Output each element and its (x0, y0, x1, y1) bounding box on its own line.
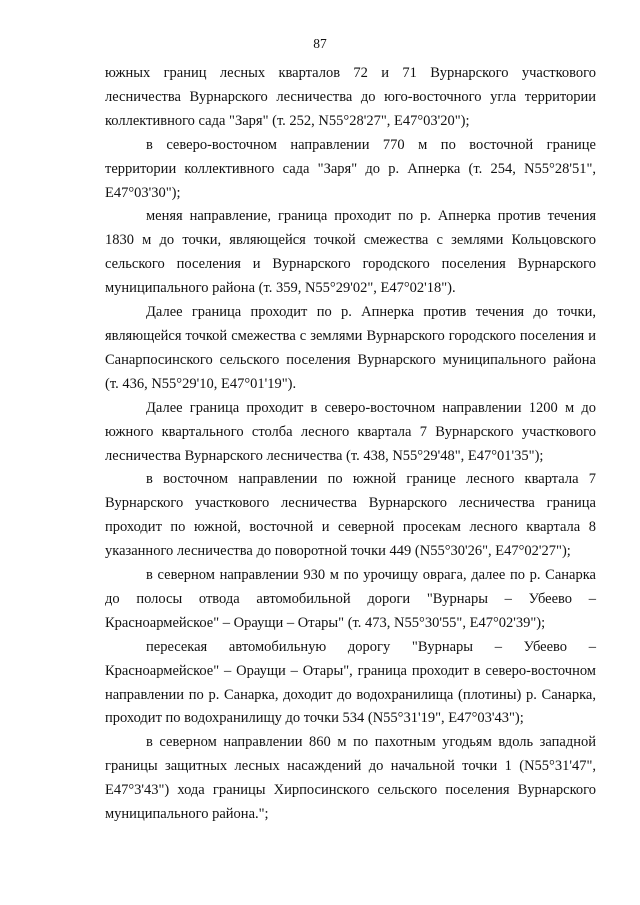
paragraph-2: в северо-восточном направлении 770 м по восточной границе территории коллективного сада "Заря" до р. Апнерка (т. 254, N55°28'51", E47°03'30"); (105, 136, 596, 201)
paragraph-8: пересекая автомобильную дорогу "Вурнары – Убеево – Красноармейское" – Ораущи – Отары", граница проходит в северо-восточном направлении по р. Санарка, доходит до водохранилища (плотины) р. Санарка, проходит по водохранилищу до точки 534 (N55°31'19", E47°03'43"); (105, 638, 596, 727)
paragraph-6: в восточном направлении по южной границе лесного квартала 7 Вурнарского участкового лесничества Вурнарского лесничества граница проходит по южной, восточной и северной просекам лесного квартала 8 указанного лесничества до поворотной точки 449 (N55°30'26", E47°02'27"); (105, 471, 596, 560)
page-number: 87 (313, 36, 327, 51)
document-body (105, 62, 596, 827)
paragraph-7: в северном направлении 930 м по урочищу оврага, далее по р. Санарка до полосы отвода автомобильной дороги "Вурнары – Убеево – Красноармейское" – Ораущи – Отары" (т. 473, N55°30'55", E47°02'39"); (105, 567, 596, 631)
paragraph-5: Далее граница проходит в северо-восточном направлении 1200 м до южного квартального столба лесного квартала 7 Вурнарского участкового лесничества Вурнарского лесничества (т. 438, N55°29'48", E47°01'35"); (105, 399, 596, 464)
paragraph-1: южных границ лесных кварталов 72 и 71 Вурнарского участкового лесничества Вурнарского лесничества до юго-восточного угла территории коллективного сада "Заря" (т. 252, N55°28'27", E47°03'20"); (105, 65, 596, 129)
paragraph-4: Далее граница проходит по р. Апнерка против течения до точки, являющейся точкой смежества с землями Вурнарского городского поселения и Санарпосинского сельского поселения Вурнарского муниципального района (т. 436, N55°29'10, E47°01'19"). (105, 304, 596, 392)
paragraph-3: меняя направление, граница проходит по р. Апнерка против течения 1830 м до точки, являющейся точкой смежества с землями Кольцовского сельского поселения и Вурнарского городского поселения Вурнарского муниципального района (т. 359, N55°29'02", E47°02'18"). (105, 208, 596, 297)
paragraph-9: в северном направлении 860 м по пахотным угодьям вдоль западной границы защитных лесных насаждений до начальной точки 1 (N55°31'47", E47°3'43") хода границы Хирпосинского сельского поселения Вурнарского муниципального района."; (105, 734, 596, 823)
